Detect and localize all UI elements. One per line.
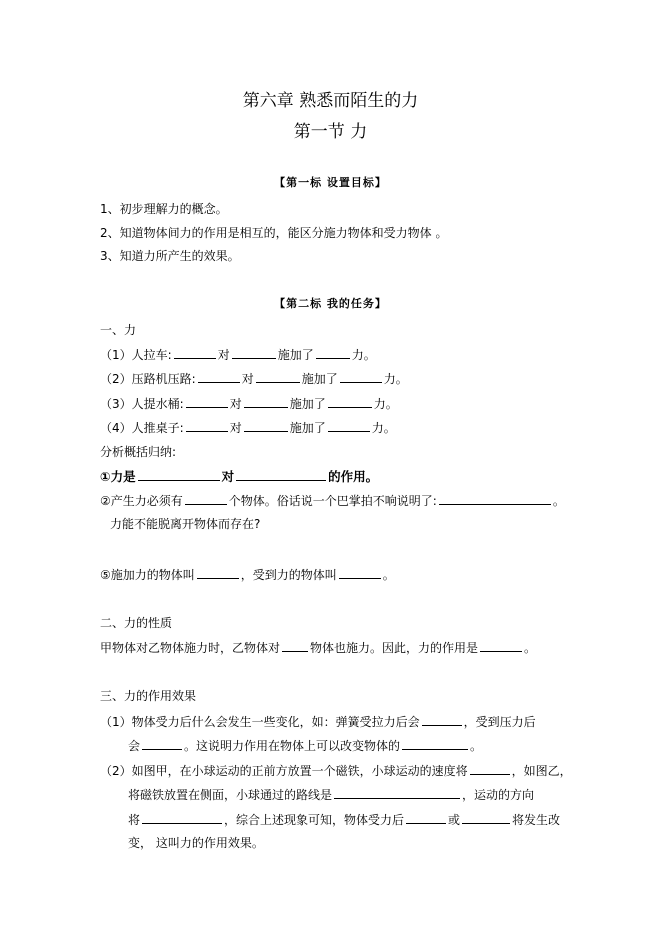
answer-blank[interactable] (142, 811, 222, 824)
question-text: 。 (470, 739, 483, 753)
question-text: 力。 (371, 421, 396, 435)
point-row (100, 468, 378, 485)
answer-blank[interactable] (142, 737, 182, 750)
point-text: ⑤施加力的物体叫 (100, 568, 195, 582)
part3-title: 三、力的作用效果 (100, 689, 197, 703)
answer-blank[interactable] (406, 811, 446, 824)
question-row (100, 346, 376, 363)
question-row (128, 737, 482, 754)
question-text: ，受到压力后 (463, 715, 536, 729)
part2-title: 二、力的性质 (100, 616, 173, 630)
point-text: 。 (382, 568, 395, 582)
point-text: 力能不能脱离开物体而存在? (110, 517, 261, 531)
point-text: 。 (552, 494, 565, 508)
point-text: ①力是 (100, 469, 136, 484)
answer-blank[interactable] (197, 566, 239, 579)
question-label: （3）人提水桶: (100, 397, 184, 411)
question-row (100, 395, 398, 412)
answer-blank[interactable] (244, 395, 288, 408)
point-row (100, 492, 565, 509)
question-row (100, 419, 396, 436)
question-text: 对 (229, 421, 242, 435)
question-text: 施加了 (289, 397, 326, 411)
question-text: 会 (128, 739, 141, 753)
point-text: ②产生力必须有 (100, 494, 183, 508)
answer-blank[interactable] (439, 492, 551, 505)
answer-blank[interactable] (186, 419, 228, 432)
part1-title: 一、力 (100, 323, 137, 337)
question-text: 变， 这叫力的作用效果。 (128, 836, 264, 850)
question-text: 力。 (351, 348, 376, 362)
question-row (100, 370, 408, 387)
question-row (128, 786, 534, 803)
question-text: 或 (448, 813, 461, 827)
answer-blank[interactable] (282, 639, 308, 652)
question-text: 施加了 (277, 348, 314, 362)
question-text: 将发生改 (512, 813, 561, 827)
goals-heading: 【第一标 设置目标】 (274, 176, 387, 189)
answer-blank[interactable] (339, 566, 381, 579)
answer-blank[interactable] (328, 419, 370, 432)
question-row (128, 811, 560, 828)
question-text: 对 (229, 397, 242, 411)
answer-blank[interactable] (328, 395, 372, 408)
question-text: ，综合上述现象可知，物体受力后 (224, 813, 405, 827)
point-text: 的作用。 (328, 469, 379, 484)
question-text: 施加了 (289, 421, 326, 435)
tasks-heading: 【第二标 我的任务】 (274, 297, 387, 310)
answer-blank[interactable] (244, 419, 288, 432)
answer-blank[interactable] (198, 370, 240, 383)
question-row (100, 639, 536, 656)
answer-blank[interactable] (138, 468, 220, 481)
goal-item: 3、知道力所产生的效果。 (100, 249, 240, 263)
question-text: （2）如图甲，在小球运动的正前方放置一个磁铁，小球运动的速度将 (100, 764, 468, 778)
question-text: 甲物体对乙物体施力时，乙物体对 (100, 641, 281, 655)
point-text: 个物体。俗话说一个巴掌拍不响说明了: (228, 494, 437, 508)
point-row (100, 566, 395, 583)
question-row (100, 713, 536, 730)
answer-blank[interactable] (422, 713, 462, 726)
goal-item: 2、知道物体间力的作用是相互的，能区分施力物体和受力物体 。 (100, 226, 448, 240)
question-row (100, 762, 572, 779)
question-text: ，运动的方向 (462, 788, 535, 802)
answer-blank[interactable] (462, 811, 510, 824)
point-text: ，受到力的物体叫 (240, 568, 337, 582)
chapter-title: 第六章 熟悉而陌生的力 (242, 91, 419, 111)
summary-label: 分析概括归纳: (100, 445, 177, 459)
question-text: 。 (524, 641, 537, 655)
question-label: （2）压路机压路: (100, 372, 196, 386)
answer-blank[interactable] (316, 346, 350, 359)
section-title: 第一节 力 (293, 122, 368, 142)
answer-blank[interactable] (186, 395, 228, 408)
question-label: （4）人推桌子: (100, 421, 184, 435)
answer-blank[interactable] (232, 346, 276, 359)
question-label: （1）人拉车: (100, 348, 172, 362)
question-text: （1）物体受力后什么会发生一些变化，如：弹簧受拉力后会 (100, 715, 420, 729)
point-text: 对 (221, 469, 235, 484)
answer-blank[interactable] (236, 468, 326, 481)
answer-blank[interactable] (470, 762, 510, 775)
question-text: 物体也施力。因此，力的作用是 (310, 641, 479, 655)
answer-blank[interactable] (256, 370, 300, 383)
goal-item: 1、初步理解力的概念。 (100, 202, 228, 216)
answer-blank[interactable] (334, 786, 460, 799)
question-text: 对 (241, 372, 254, 386)
question-text: 力。 (383, 372, 408, 386)
answer-blank[interactable] (185, 492, 227, 505)
question-text: 施加了 (301, 372, 338, 386)
question-text: 力。 (373, 397, 398, 411)
question-text: 将磁铁放置在侧面，小球通过的路线是 (128, 788, 333, 802)
answer-blank[interactable] (480, 639, 522, 652)
question-text: 对 (217, 348, 230, 362)
question-text: 将 (128, 813, 141, 827)
answer-blank[interactable] (174, 346, 216, 359)
question-text: 。这说明力作用在物体上可以改变物体的 (184, 739, 401, 753)
answer-blank[interactable] (340, 370, 382, 383)
answer-blank[interactable] (402, 737, 468, 750)
question-text: ，如图乙， (511, 764, 572, 778)
